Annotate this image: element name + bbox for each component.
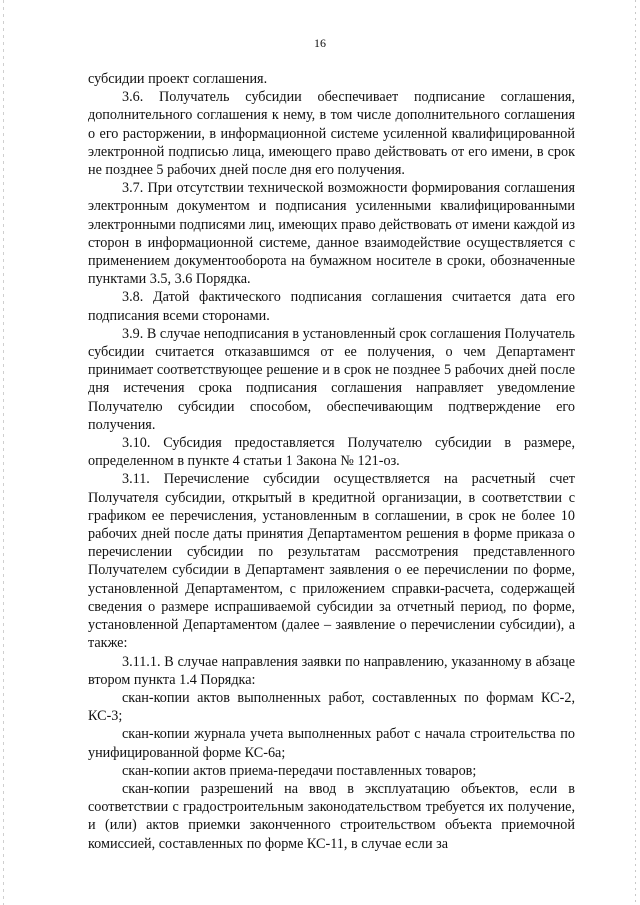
paragraph-3-11-1: 3.11.1. В случае направления заявки по направлению, указанному в абзаце втором пункта 1.4 Порядка: bbox=[88, 653, 575, 688]
paragraph-3-11: 3.11. Перечисление субсидии осуществляется на расчетный счет Получателя субсидии, открытый в кредитной организации, в соответствии с графиком ее перечисления, установленным в соглашении, в срок не более 10 рабочих дней после даты принятия Департаментом решения в форме приказа о перечислении субсидии по результатам рассмотрения представленного Получателем субсидии в Департамент заявления о ее перечислении по форме, установленной Департаментом, с приложением справки-расчета, содержащей сведения о размере испрашиваемой субсидии за отчетный период, по форме, установленной Департаментом (далее – заявление о перечислении субсидии), а также: bbox=[88, 471, 575, 652]
list-item-acceptance-acts: скан-копии актов приема-передачи поставленных товаров; bbox=[122, 762, 477, 779]
paragraph-3-6: 3.6. Получатель субсидии обеспечивает подписание соглашения, дополнительного соглашения к нему, в том числе дополнительного соглашения о его расторжении, в информационной системе усиленной квалифицированной электронной подписью лица, имеющего право действовать от его имени, в срок не позднее 5 рабочих дней после дня его получения. bbox=[88, 89, 575, 179]
list-item-ks6a: скан-копии журнала учета выполненных работ с начала строительства по унифицированной форме КС-6а; bbox=[88, 726, 575, 761]
document-body bbox=[88, 70, 575, 853]
list-item-permits: скан-копии разрешений на ввод в эксплуатацию объектов, если в соответствии с градостроительным законодательством требуется их получение, и (или) актов приемки законченного строительством объекта приемочной комиссией, составленных по форме КС-11, в случае если за bbox=[88, 780, 575, 852]
page-number: 16 bbox=[314, 36, 326, 50]
paragraph-3-9: 3.9. В случае неподписания в установленный срок соглашения Получатель субсидии считается отказавшимся от ее получения, о чем Департамент принимает соответствующее решение и в срок не позднее 5 рабочих дней после дня истечения срока подписания соглашения направляет уведомление Получателю субсидии способом, обеспечивающим подтверждение его получения. bbox=[88, 325, 575, 433]
paragraph-3-8: 3.8. Датой фактического подписания соглашения считается дата его подписания всеми сторонами. bbox=[88, 289, 575, 324]
scan-edge-left bbox=[3, 0, 4, 905]
scan-edge-right bbox=[635, 0, 636, 905]
paragraph-3-10: 3.10. Субсидия предоставляется Получателю субсидии в размере, определенном в пункте 4 статьи 1 Закона № 121-оз. bbox=[88, 435, 575, 470]
list-item-ks2-ks3: скан-копии актов выполненных работ, составленных по формам КС-2, КС-3; bbox=[88, 689, 575, 725]
paragraph-3-7: 3.7. При отсутствии технической возможности формирования соглашения электронным документом и подписания усиленными квалифицированными электронными подписями лиц, имеющих право действовать от имени каждой из сторон в информационной системе, данное взаимодействие осуществляется с применением документооборота на бумажном носителе в сроки, обозначенные пунктами 3.5, 3.6 Порядка. bbox=[88, 180, 575, 288]
paragraph-continuation: субсидии проект соглашения. bbox=[88, 71, 268, 87]
